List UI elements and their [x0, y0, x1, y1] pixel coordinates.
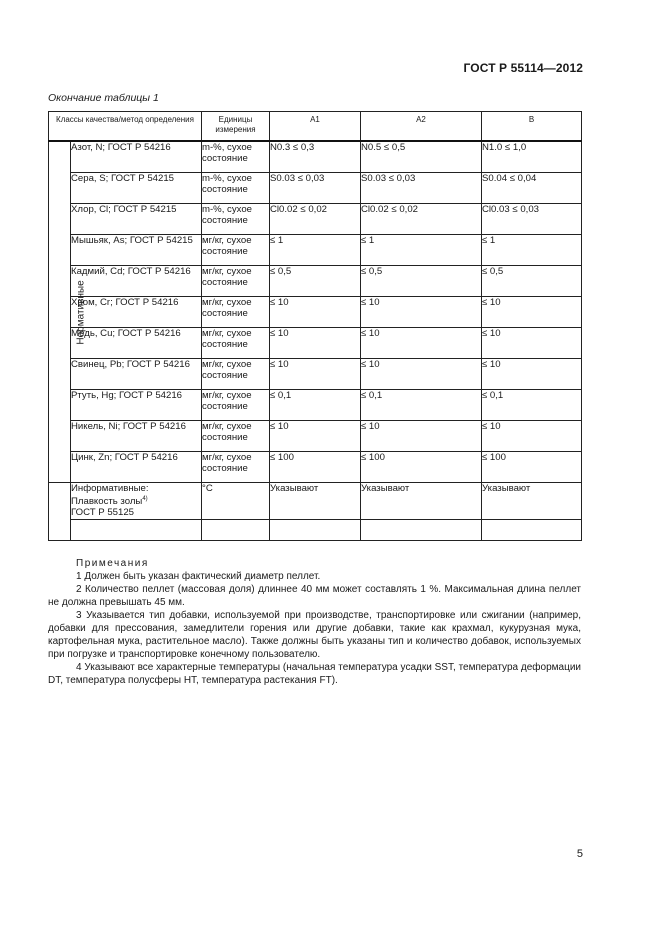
table-row [49, 390, 582, 421]
header-a2: A2 [361, 112, 482, 142]
group-label-cell-empty [49, 483, 71, 541]
row-name: Сера, S; ГОСТ Р 54215 [71, 173, 202, 204]
info-name-line2: Плавкость золы [71, 496, 143, 508]
table-row [49, 452, 582, 483]
table-row [49, 173, 582, 204]
row-name: Кадмий, Cd; ГОСТ Р 54216 [71, 266, 202, 297]
row-a2: ≤ 0,1 [361, 390, 482, 421]
row-a1: ≤ 0,5 [270, 266, 361, 297]
table-row-empty [49, 520, 582, 541]
row-a1: ≤ 1 [270, 235, 361, 266]
row-a2: ≤ 10 [361, 421, 482, 452]
notes-section [48, 557, 581, 687]
row-a2: Cl0.02 ≤ 0,02 [361, 204, 482, 235]
document-code: ГОСТ Р 55114—2012 [463, 61, 583, 75]
row-a2: ≤ 100 [361, 452, 482, 483]
row-name: Никель, Ni; ГОСТ Р 54216 [71, 421, 202, 452]
header-b: B [482, 112, 582, 142]
row-unit: мг/кг, сухое состояние [202, 452, 270, 483]
group-label: Нормативные [75, 279, 87, 345]
row-b: ≤ 1 [482, 235, 582, 266]
group-label-cell [49, 141, 87, 483]
row-name: Хлор, Cl; ГОСТ Р 54215 [71, 204, 202, 235]
row-name: Цинк, Zn; ГОСТ Р 54216 [71, 452, 202, 483]
row-unit: °C [202, 483, 270, 520]
row-name: Ртуть, Hg; ГОСТ Р 54216 [71, 390, 202, 421]
table-row [49, 235, 582, 266]
row-unit: мг/кг, сухое состояние [202, 390, 270, 421]
row-name: Свинец, Pb; ГОСТ Р 54216 [71, 359, 202, 390]
row-b: ≤ 0,5 [482, 266, 582, 297]
row-name: Хром, Cr; ГОСТ Р 54216 [71, 297, 202, 328]
row-name: Медь, Cu; ГОСТ Р 54216 [71, 328, 202, 359]
row-unit: мг/кг, сухое состояние [202, 421, 270, 452]
table-row [49, 328, 582, 359]
row-a1: ≤ 0,1 [270, 390, 361, 421]
note-item: 1 Должен быть указан фактический диаметр пеллет. [76, 571, 321, 582]
row-name: Мышьяк, As; ГОСТ Р 54215 [71, 235, 202, 266]
table-row [49, 421, 582, 452]
row-b: ≤ 10 [482, 297, 582, 328]
row-a1: Cl0.02 ≤ 0,02 [270, 204, 361, 235]
row-a2: ≤ 1 [361, 235, 482, 266]
info-name-line3: ГОСТ Р 55125 [71, 507, 134, 519]
note-item: 3 Указывается тип добавки, используемой при производстве, транспортировке или сжигании (например, добавки для прессования, замедлители горения или другие добавки, такие как крахмал, кукурузная мука, картофельная мука, растительное масло). Также должны быть указаны тип и количество добавок, используемых при погрузке и транспортировке конечному пользователю. [48, 610, 581, 660]
header-class: Классы качества/метод определения [49, 112, 202, 142]
row-name: Азот, N; ГОСТ Р 54216 [71, 141, 202, 173]
header-a1: A1 [270, 112, 361, 142]
row-a1: N0.3 ≤ 0,3 [270, 141, 361, 173]
header-units: Единицы измерения [202, 112, 270, 142]
table-row [49, 297, 582, 328]
quality-classes-table [48, 111, 582, 541]
table-caption: Окончание таблицы 1 [48, 92, 159, 104]
row-b: Cl0.03 ≤ 0,03 [482, 204, 582, 235]
row-a1: S0.03 ≤ 0,03 [270, 173, 361, 204]
empty-cell [361, 520, 482, 541]
row-name [71, 483, 202, 520]
table-row [49, 204, 582, 235]
row-a1: ≤ 10 [270, 421, 361, 452]
note-item: 4 Указывают все характерные температуры (начальная температура усадки SST, температура деформации DT, температура полусферы HT, температура растекания FT). [48, 662, 581, 686]
row-a2: ≤ 10 [361, 328, 482, 359]
row-a1: ≤ 10 [270, 359, 361, 390]
table-header-row [49, 112, 582, 142]
row-a2: ≤ 10 [361, 359, 482, 390]
row-a1: ≤ 10 [270, 297, 361, 328]
row-unit: m-%, сухое состояние [202, 204, 270, 235]
row-a2: ≤ 10 [361, 297, 482, 328]
row-unit: мг/кг, сухое состояние [202, 266, 270, 297]
row-b: S0.04 ≤ 0,04 [482, 173, 582, 204]
row-a2: N0.5 ≤ 0,5 [361, 141, 482, 173]
row-a2: S0.03 ≤ 0,03 [361, 173, 482, 204]
empty-cell [71, 520, 202, 541]
empty-cell [202, 520, 270, 541]
table-row [49, 141, 582, 173]
table-row [49, 359, 582, 390]
row-unit: m-%, сухое состояние [202, 173, 270, 204]
row-unit: m-%, сухое состояние [202, 141, 270, 173]
row-unit: мг/кг, сухое состояние [202, 328, 270, 359]
row-b: Указывают [482, 483, 582, 520]
row-a2: Указывают [361, 483, 482, 520]
notes-title: Примечания [76, 558, 149, 569]
table-row-informative [49, 483, 582, 520]
row-a2: ≤ 0,5 [361, 266, 482, 297]
row-b: ≤ 10 [482, 328, 582, 359]
empty-cell [270, 520, 361, 541]
row-unit: мг/кг, сухое состояние [202, 235, 270, 266]
footnote-ref: 4) [142, 496, 148, 502]
row-b: ≤ 0,1 [482, 390, 582, 421]
empty-cell [482, 520, 582, 541]
row-b: N1.0 ≤ 1,0 [482, 141, 582, 173]
note-item: 2 Количество пеллет (массовая доля) длиннее 40 мм может составлять 1 %. Максимальная длина пеллет не должна превышать 45 мм. [48, 584, 581, 608]
row-unit: мг/кг, сухое состояние [202, 359, 270, 390]
row-a1: ≤ 100 [270, 452, 361, 483]
row-a1: Указывают [270, 483, 361, 520]
row-a1: ≤ 10 [270, 328, 361, 359]
info-name-line1: Информативные: [71, 483, 149, 494]
row-unit: мг/кг, сухое состояние [202, 297, 270, 328]
table-row [49, 266, 582, 297]
row-b: ≤ 10 [482, 359, 582, 390]
row-b: ≤ 10 [482, 421, 582, 452]
row-b: ≤ 100 [482, 452, 582, 483]
page-number: 5 [576, 848, 583, 860]
